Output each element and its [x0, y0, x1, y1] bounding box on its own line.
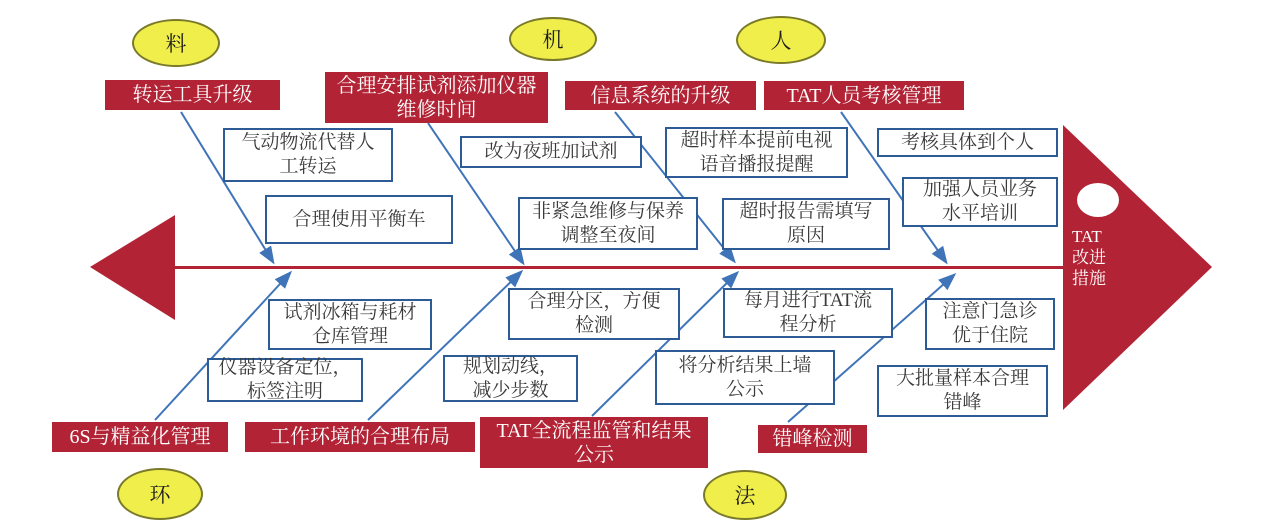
category-ellipse-material: [132, 19, 220, 67]
fish-head-label: [1072, 226, 1142, 289]
branch-banner-offpeak-testing: [758, 425, 867, 453]
head-text: TAT: [1072, 227, 1102, 246]
cause-box-monthly-analysis: [723, 288, 893, 338]
cause-box-route-planning: [443, 355, 578, 402]
cause-text: 试剂冰箱与耗材: [283, 301, 417, 323]
banner-text: 维修时间: [396, 98, 477, 121]
branch-banner-tat-assessment: [764, 81, 964, 110]
category-label: 法: [734, 484, 756, 508]
branch-banner-workspace-layout: [245, 422, 475, 452]
branch-banner-info-system: [565, 81, 756, 110]
cause-text: 语音播报提醒: [699, 153, 814, 175]
branch-banner-6s-lean: [52, 422, 228, 452]
fish-eye: [1077, 183, 1119, 217]
cause-text: 超时样本提前电视: [680, 129, 833, 151]
cause-text: 合理使用平衡车: [292, 208, 426, 230]
cause-text: 注意门急诊: [942, 301, 1038, 322]
cause-box-skill-training: [902, 177, 1058, 227]
cause-text: 优于住院: [951, 325, 1028, 346]
cause-text: 错峰: [943, 392, 982, 413]
cause-text: 公示: [725, 378, 764, 400]
cause-text: 工转运: [279, 156, 337, 177]
category-ellipse-machine: [509, 17, 597, 61]
cause-text: 原因: [786, 225, 825, 246]
cause-box-wall-publicity: [655, 350, 835, 405]
category-ellipse-environment: [117, 468, 203, 520]
banner-text: TAT全流程监管和结果: [496, 419, 692, 442]
cause-box-pneumatic-logistics: [223, 128, 393, 182]
banner-text: 6S与精益化管理: [69, 426, 211, 448]
cause-box-balance-car: [265, 195, 453, 244]
category-label: 料: [165, 32, 187, 56]
cause-box-batch-offpeak: [877, 365, 1048, 417]
cause-text: 加强人员业务: [922, 179, 1037, 200]
branch-banner-transport-upgrade: [105, 80, 280, 110]
cause-box-zoning: [508, 288, 680, 340]
cause-box-equipment-labeling: [207, 358, 363, 402]
banner-text: 信息系统的升级: [590, 84, 731, 107]
cause-text: 仓库管理: [311, 325, 388, 347]
cause-text: 考核具体到个人: [900, 131, 1034, 153]
cause-text: 超时报告需填写: [739, 201, 873, 222]
banner-text: TAT人员考核管理: [786, 84, 942, 107]
banner-text: 公示: [574, 443, 614, 466]
cause-box-individual-assessment: [877, 128, 1058, 157]
fish-tail: [90, 215, 175, 320]
cause-text: 非紧急维修与保养: [531, 200, 684, 222]
banner-text: 错峰检测: [772, 428, 853, 450]
banner-text: 工作环境的合理布局: [270, 426, 450, 448]
cause-box-tv-reminder: [665, 127, 848, 178]
cause-box-overtime-report: [722, 198, 890, 250]
head-text: 措施: [1072, 269, 1106, 288]
cause-text: 合理分区，方便: [527, 291, 661, 312]
cause-text: 检测: [574, 315, 613, 336]
cause-text: 仪器设备定位，: [218, 357, 352, 378]
cause-text: 程分析: [779, 314, 837, 335]
banner-text: 合理安排试剂添加仪器: [336, 74, 537, 97]
category-label: 环: [149, 483, 171, 507]
cause-text: 规划动线，: [462, 355, 558, 377]
cause-box-maintenance-night: [518, 197, 698, 250]
cause-text: 大批量样本合理: [895, 368, 1029, 389]
category-ellipse-method: [703, 470, 787, 520]
category-ellipse-people: [736, 16, 826, 64]
cause-box-outpatient-priority: [925, 298, 1055, 350]
cause-text: 减少步数: [472, 379, 549, 401]
cause-text: 气动物流代替人: [241, 132, 375, 153]
cause-box-fridge-warehouse: [268, 299, 432, 350]
cause-text: 每月进行TAT流: [743, 290, 873, 311]
banner-text: 转运工具升级: [132, 84, 253, 106]
cause-text: 改为夜班加试剂: [484, 141, 618, 162]
cause-text: 将分析结果上墙: [678, 354, 812, 376]
branch-banner-tat-supervision: [480, 417, 708, 468]
category-label: 机: [542, 28, 564, 52]
cause-text: 调整至夜间: [560, 224, 656, 246]
category-label: 人: [770, 29, 792, 53]
cause-text: 标签注明: [246, 381, 323, 402]
head-text: 改进: [1072, 248, 1106, 267]
cause-text: 水平培训: [941, 203, 1018, 224]
branch-banner-reagent-schedule: [325, 72, 548, 123]
cause-box-night-reagent: [460, 136, 642, 168]
